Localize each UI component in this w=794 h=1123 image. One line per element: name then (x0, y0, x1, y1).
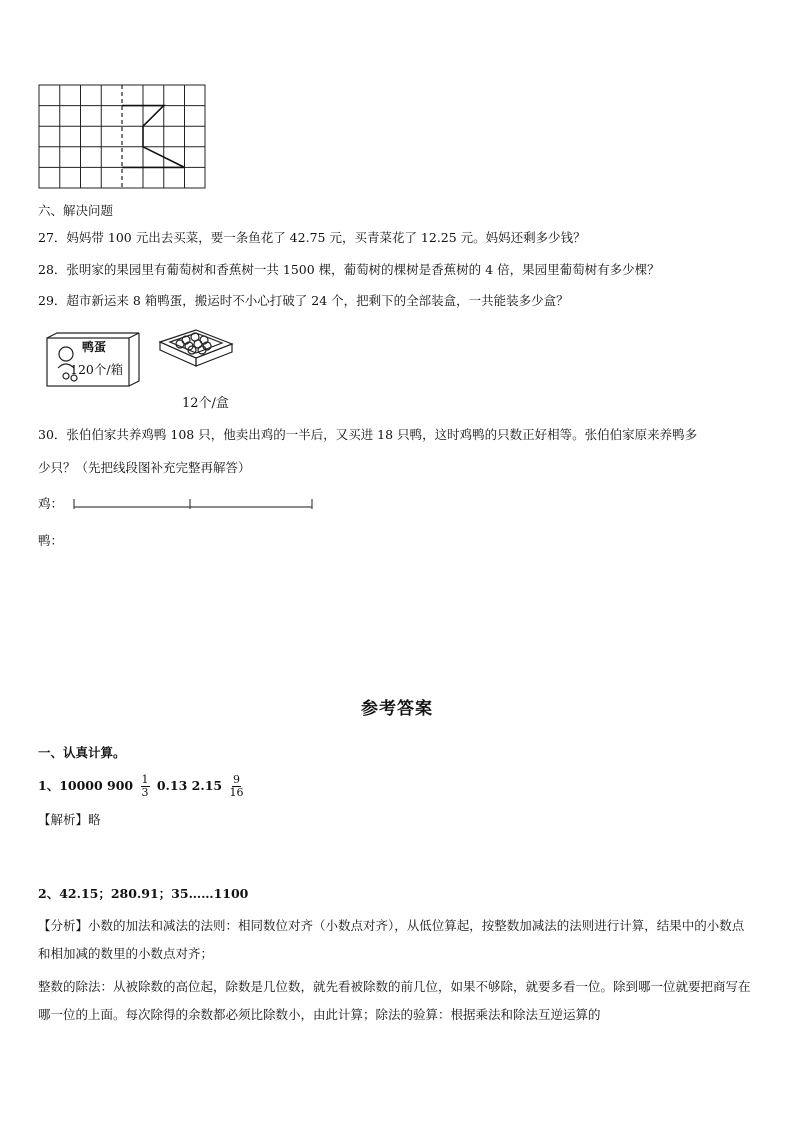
answer-1 (38, 773, 246, 799)
chicken-label: 鸡： (38, 496, 64, 511)
duck-label: 鸭： (38, 533, 64, 548)
chicken-segment-diagram (72, 496, 316, 512)
grid-figure (38, 84, 208, 190)
egg-crate-label: 120个/箱 (70, 362, 124, 377)
answer-1-analysis: 【解析】略 (38, 812, 101, 827)
fraction-1: $\frac{1}{3}$ (141, 773, 149, 799)
egg-crate-title: 鸭蛋 (82, 340, 107, 354)
answer-1-middle: 0.13 2.15 (156, 778, 223, 793)
fraction-2: $\frac{9}{16}$ (229, 773, 244, 799)
section-one-heading: 一、认真计算。 (38, 745, 126, 760)
egg-tray-illustration (156, 328, 246, 412)
egg-crate-illustration (44, 332, 142, 388)
question-28: 28．张明家的果园里有葡萄树和香蕉树一共 1500 棵，葡萄树的棵树是香蕉树的 4 倍，果园里葡萄树有多少棵？ (38, 262, 660, 277)
section-heading: 六、解决问题 (38, 203, 114, 218)
question-29: 29．超市新运来 8 箱鸭蛋，搬运时不小心打破了 24 个，把剩下的全部装盒，一共能装多少盒？ (38, 293, 569, 308)
question-27: 27．妈妈带 100 元出去买菜，要一条鱼花了 42.75 元，买青菜花了 12.25 元。妈妈还剩多少钱？ (38, 230, 586, 245)
egg-tray-icon (156, 328, 236, 384)
answer-2: 2、42.15；280.91；35……1100 (38, 886, 249, 901)
answer-title: 参考答案 (361, 699, 433, 719)
answer-2-analysis-2: 整数的除法：从被除数的高位起，除数是几位数，就先看被除数的前几位，如果不够除，就要多看一位。除到哪一位就要把商写在哪一位的上面。每次除得的余数都必须比除数小，由此计算；除法的验算：根据乘法和除法互逆运算的 (38, 979, 751, 1022)
question-30-line-2: 少只？（先把线段图补充完整再解答） (38, 460, 251, 475)
answer-2-analysis-1: 【分析】小数的加法和减法的法则：相同数位对齐（小数点对齐），从低位算起，按整数加减法的法则进行计算，结果中的小数点和相加减的数里的小数点对齐； (38, 918, 745, 961)
question-30-line-1: 30．张伯伯家共养鸡鸭 108 只，他卖出鸡的一半后，又买进 18 只鸭，这时鸡鸭的只数正好相等。张伯伯家原来养鸭多 (38, 427, 698, 442)
answer-1-prefix: 1、10000 900 (38, 778, 134, 793)
egg-tray-label: 12个/盒 (182, 396, 229, 411)
